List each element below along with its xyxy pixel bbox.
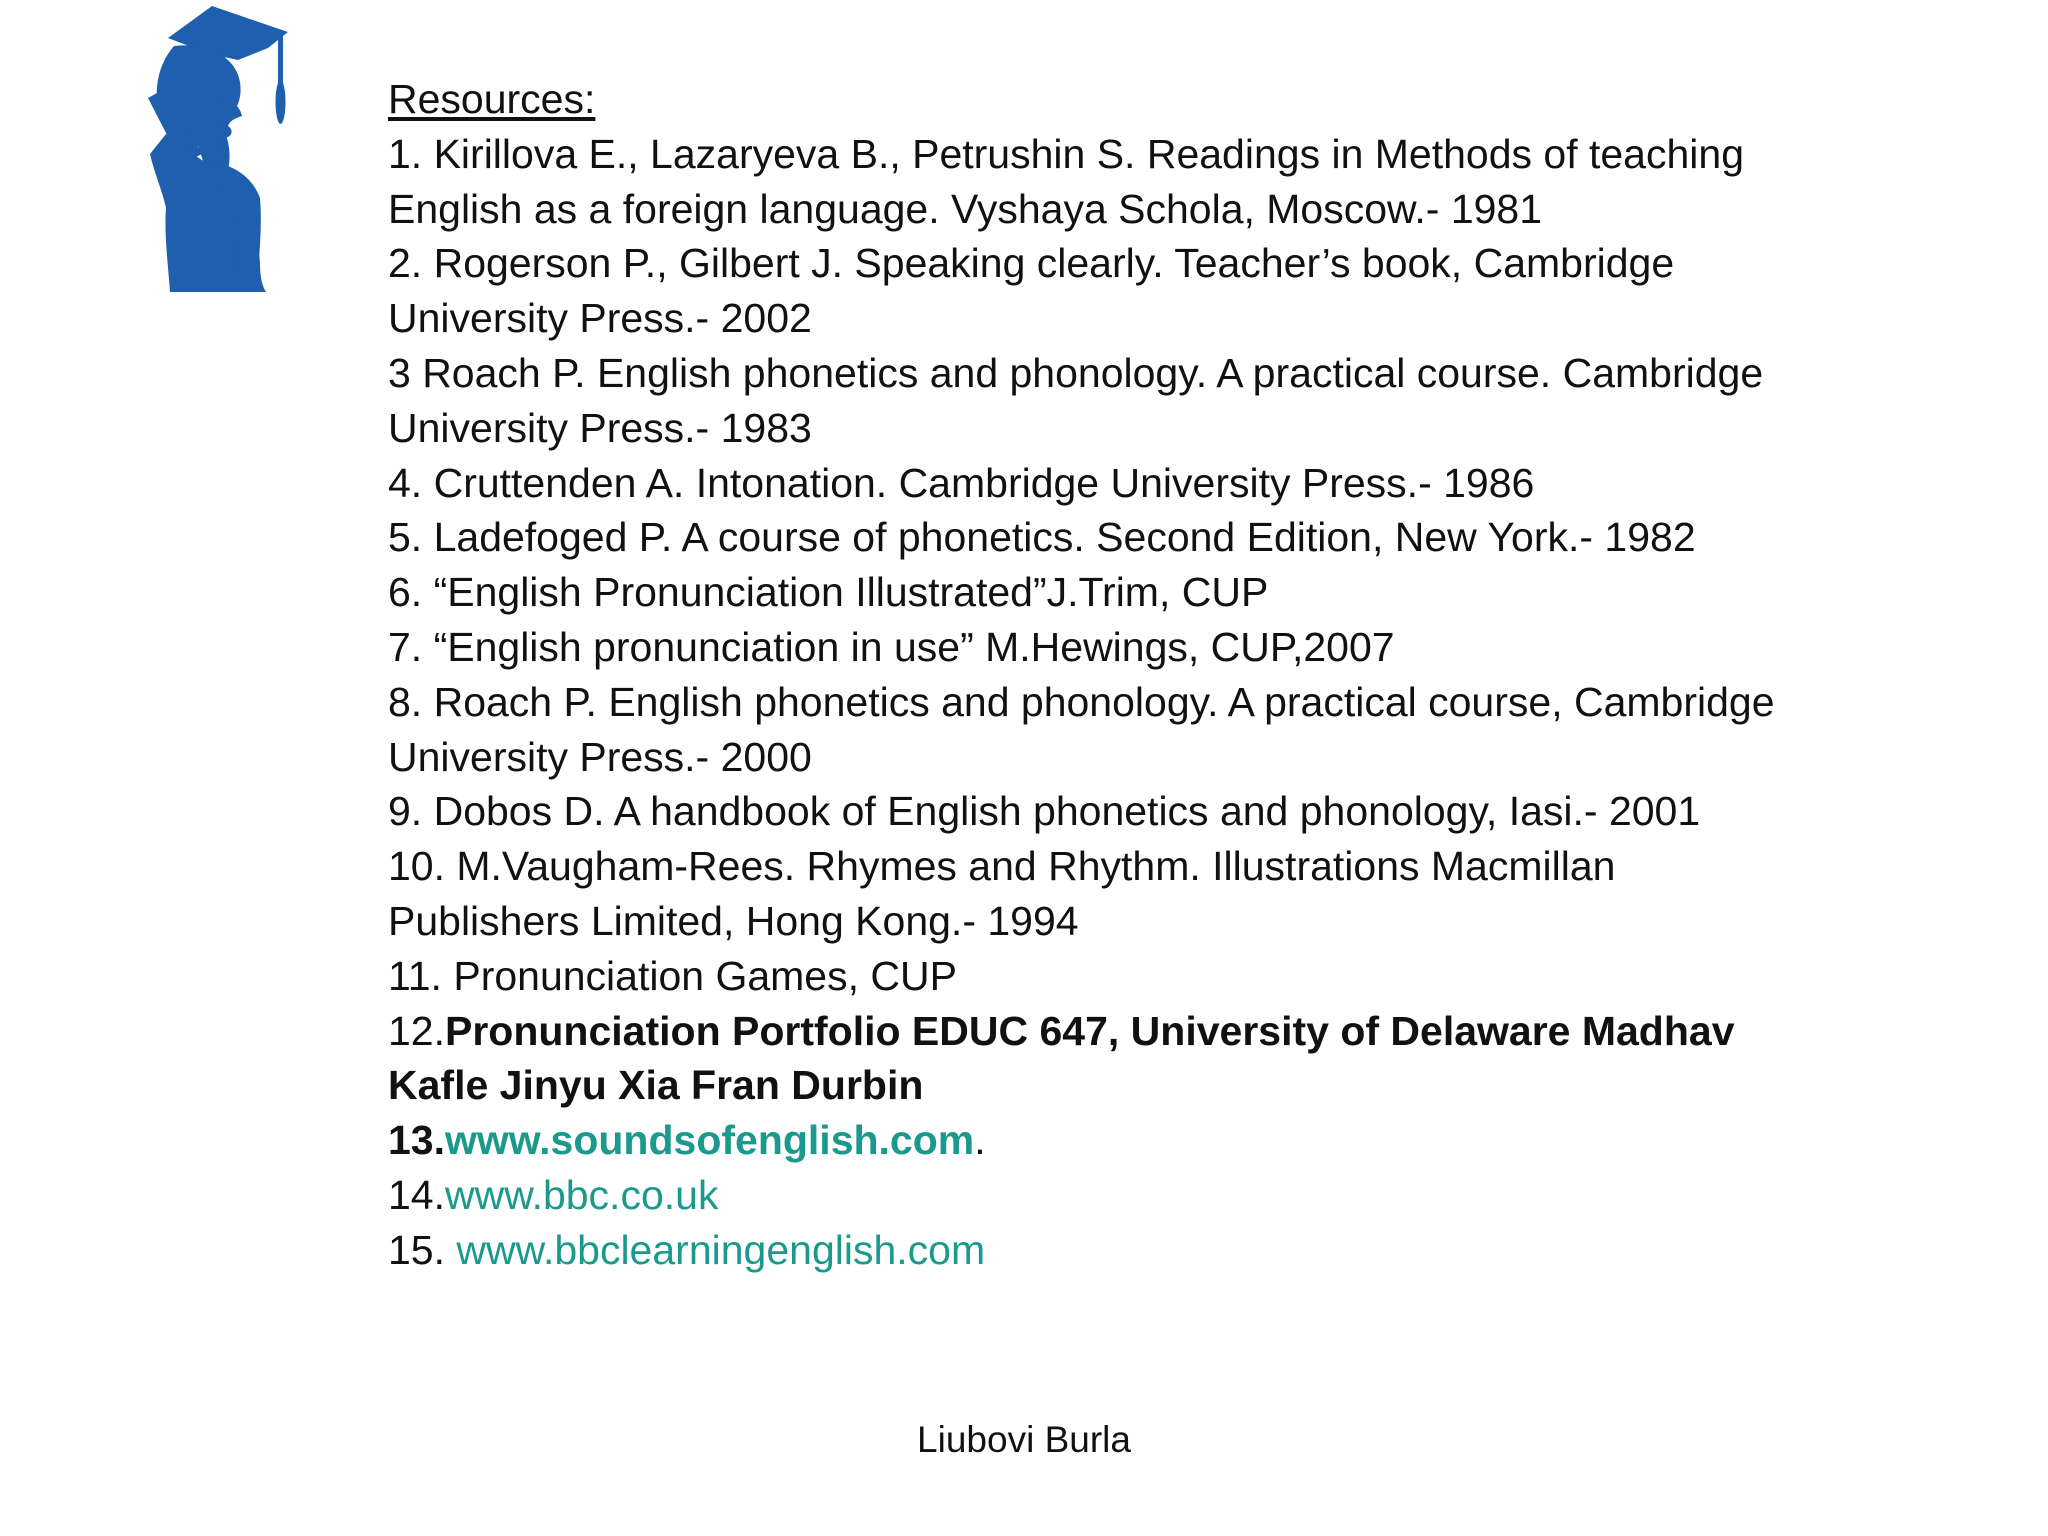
- reference-line: English as a foreign language. Vyshaya Schola, Moscow.- 1981: [388, 185, 1543, 232]
- reference-line: 8. Roach P. English phonetics and phonology. A practical course, Cambridge: [388, 678, 1775, 725]
- reference-14: [388, 1168, 2008, 1223]
- reference-13: [388, 1113, 2008, 1168]
- reference-line: 11. Pronunciation Games, CUP: [388, 952, 957, 999]
- reference-line: 7. “English pronunciation in use” M.Hewings, CUP,2007: [388, 623, 1395, 670]
- reference-line: 10. M.Vaugham-Rees. Rhymes and Rhythm. Illustrations Macmillan: [388, 843, 1616, 890]
- reference-line: 9. Dobos D. A handbook of English phonetics and phonology, Iasi.- 2001: [388, 788, 1701, 835]
- reference-line: 1. Kirillova E., Lazaryeva B., Petrushin S. Readings in Methods of teaching: [388, 130, 1745, 177]
- reference-12-title: Pronunciation Portfolio EDUC 647, University of Delaware Madhav: [445, 1007, 1735, 1054]
- reference-line: University Press.- 2002: [388, 295, 812, 342]
- resources-heading: Resources:: [388, 76, 596, 122]
- soundsofenglish-link[interactable]: www.soundsofenglish.com: [445, 1117, 975, 1164]
- reference-line: 4. Cruttenden A. Intonation. Cambridge University Press.- 1986: [388, 459, 1535, 506]
- reference-line: 3 Roach P. English phonetics and phonology. A practical course. Cambridge: [388, 349, 1764, 396]
- reference-line: 6. “English Pronunciation Illustrated”J.Trim, CUP: [388, 569, 1269, 616]
- reference-line: 2. Rogerson P., Gilbert J. Speaking clearly. Teacher’s book, Cambridge: [388, 240, 1675, 287]
- references-text: [388, 72, 2008, 1278]
- reference-13-number: 13.: [388, 1117, 445, 1164]
- graduate-reading-silhouette-icon: [70, 2, 300, 292]
- bbc-link[interactable]: www.bbc.co.uk: [445, 1171, 719, 1218]
- reference-line: 5. Ladefoged P. A course of phonetics. Second Edition, New York.- 1982: [388, 514, 1696, 561]
- reference-12-line-2: Kafle Jinyu Xia Fran Durbin: [388, 1062, 924, 1109]
- reference-15-number: 15.: [388, 1226, 457, 1273]
- reference-line: Publishers Limited, Hong Kong.- 1994: [388, 897, 1079, 944]
- reference-line: University Press.- 1983: [388, 404, 812, 451]
- reference-15: [388, 1223, 2008, 1278]
- reference-line: University Press.- 2000: [388, 733, 812, 780]
- reference-12-line-1: [388, 1004, 2008, 1059]
- bbclearningenglish-link[interactable]: www.bbclearningenglish.com: [456, 1226, 986, 1273]
- author-footer: Liubovi Burla: [917, 1419, 1131, 1460]
- reference-13-period: .: [974, 1117, 986, 1164]
- reference-12-number: 12.: [388, 1007, 445, 1054]
- reference-14-number: 14.: [388, 1171, 445, 1218]
